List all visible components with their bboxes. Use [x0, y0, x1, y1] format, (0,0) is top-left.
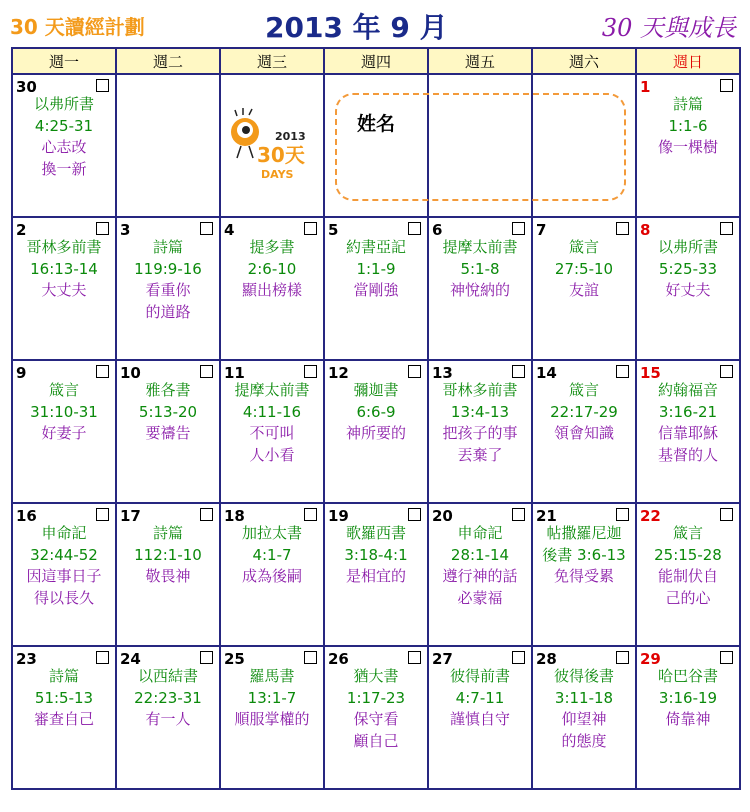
day-number: 4: [224, 221, 235, 239]
reading-reference: 5:1-8: [460, 259, 500, 278]
reading-reference: 4:1-7: [252, 545, 292, 564]
reading-theme: 倚靠神: [665, 710, 711, 728]
reading-entry: [221, 380, 323, 466]
day-cell: [12, 217, 116, 360]
reading-book: 哈巴谷書: [657, 667, 718, 685]
reading-entry: [117, 237, 219, 323]
day-cell: [220, 360, 324, 503]
week-row: [12, 503, 740, 646]
reading-checkbox[interactable]: [512, 365, 525, 378]
reading-book: 箴言: [672, 524, 703, 542]
reading-book: 彼得前書: [449, 667, 510, 685]
day-number: 10: [120, 364, 141, 382]
day-cell: [324, 217, 428, 360]
weekday-header: 週日: [636, 48, 740, 74]
reading-theme: 好丈夫: [665, 281, 711, 299]
reading-book: 約書亞記: [345, 238, 406, 256]
reading-entry: [429, 237, 531, 302]
day-cell: [324, 503, 428, 646]
reading-book: 箴言: [568, 238, 599, 256]
reading-reference: 4:25-31: [34, 116, 94, 135]
reading-entry: [221, 666, 323, 731]
reading-checkbox[interactable]: [408, 365, 421, 378]
reading-entry: [13, 94, 115, 180]
reading-theme-continued: 必蒙福: [457, 588, 503, 607]
day-number: 16: [16, 507, 37, 525]
reading-checkbox[interactable]: [96, 365, 109, 378]
reading-theme: 當剛強: [353, 281, 399, 299]
day-cell: [324, 646, 428, 789]
reading-theme: 敬畏神: [145, 567, 191, 585]
reading-checkbox[interactable]: [96, 651, 109, 664]
reading-theme: 謹慎自守: [449, 710, 510, 728]
reading-book: 提多書: [249, 238, 295, 256]
reading-entry: [13, 237, 115, 302]
day-cell: [116, 646, 220, 789]
reading-entry: [637, 666, 739, 731]
reading-checkbox[interactable]: [720, 222, 733, 235]
weekday-header-row: [12, 48, 740, 74]
reading-checkbox[interactable]: [96, 508, 109, 521]
reading-theme-continued: 基督的人: [657, 445, 718, 464]
reading-reference: 2:6-10: [247, 259, 297, 278]
weekday-header: 週三: [220, 48, 324, 74]
reading-checkbox[interactable]: [200, 365, 213, 378]
reading-reference: 22:17-29: [550, 402, 618, 421]
reading-theme: 領會知識: [553, 424, 614, 442]
reading-theme: 心志改: [41, 138, 87, 156]
reading-checkbox[interactable]: [408, 651, 421, 664]
reading-book: 箴言: [48, 381, 79, 399]
reading-reference: 112:1-10: [134, 545, 202, 564]
reading-reference: 27:5-10: [554, 259, 614, 278]
weekday-header: 週四: [324, 48, 428, 74]
day-number: 14: [536, 364, 557, 382]
reading-reference: 3:11-18: [554, 688, 614, 707]
30-days-logo: [227, 106, 317, 186]
reading-reference: 5:25-33: [658, 259, 718, 278]
reading-theme-continued: 的態度: [561, 731, 607, 750]
day-cell: [116, 503, 220, 646]
reading-reference: 3:16-19: [658, 688, 718, 707]
reading-theme: 把孩子的事: [442, 424, 518, 442]
day-cell: [636, 646, 740, 789]
week-row: [12, 217, 740, 360]
reading-book: 申命記: [41, 524, 87, 542]
day-cell: [428, 646, 532, 789]
day-cell: [428, 217, 532, 360]
reading-entry: [533, 523, 635, 588]
reading-reference: 1:17-23: [346, 688, 406, 707]
reading-entry: [117, 380, 219, 445]
name-box[interactable]: [335, 93, 626, 201]
reading-theme: 不可叫: [249, 424, 295, 442]
day-number: 15: [640, 364, 661, 382]
reading-checkbox[interactable]: [96, 79, 109, 92]
reading-theme: 信靠耶穌: [657, 424, 718, 442]
reading-reference: 4:11-16: [242, 402, 302, 421]
reading-theme-continued: 得以長久: [33, 588, 94, 607]
reading-theme: 神所要的: [345, 424, 406, 442]
reading-entry: [325, 380, 427, 445]
logo-days: DAYS: [261, 168, 294, 181]
reading-theme: 仰望神: [561, 710, 607, 728]
day-cell: [636, 74, 740, 217]
day-number: 23: [16, 650, 37, 668]
reading-reference: 5:13-20: [138, 402, 198, 421]
reading-entry: [533, 237, 635, 302]
day-number: 25: [224, 650, 245, 668]
day-number: 12: [328, 364, 349, 382]
reading-checkbox[interactable]: [304, 651, 317, 664]
reading-theme: 好妻子: [41, 424, 87, 442]
reading-theme-continued: 換一新: [41, 159, 87, 178]
day-number: 24: [120, 650, 141, 668]
reading-entry: [429, 666, 531, 731]
reading-book: 提摩太前書: [442, 238, 518, 256]
day-cell: [532, 503, 636, 646]
reading-checkbox[interactable]: [200, 651, 213, 664]
day-cell: [636, 360, 740, 503]
day-number: 29: [640, 650, 661, 668]
reading-entry: [325, 666, 427, 752]
reading-entry: [13, 666, 115, 731]
reading-reference: 4:7-11: [455, 688, 505, 707]
reading-book: 加拉太書: [241, 524, 302, 542]
reading-theme: 有一人: [145, 710, 191, 728]
day-number: 26: [328, 650, 349, 668]
reading-entry: [117, 666, 219, 731]
name-label: 姓名: [357, 113, 396, 135]
reading-book: 箴言: [568, 381, 599, 399]
reading-checkbox[interactable]: [512, 651, 525, 664]
reading-book: 帖撒羅尼迦: [546, 524, 622, 542]
reading-checkbox[interactable]: [408, 222, 421, 235]
reading-reference: 3:16-21: [658, 402, 718, 421]
day-number: 22: [640, 507, 661, 525]
reading-theme: 像一棵樹: [657, 138, 718, 156]
reading-entry: [637, 523, 739, 609]
reading-entry: [117, 523, 219, 588]
reading-checkbox[interactable]: [720, 365, 733, 378]
reading-theme: 能制伏自: [657, 567, 718, 585]
reading-reference: 119:9-16: [134, 259, 202, 278]
reading-entry: [637, 380, 739, 466]
reading-book: 羅馬書: [249, 667, 295, 685]
reading-reference: 3:18-4:1: [344, 545, 408, 564]
week-row: [12, 646, 740, 789]
day-number: 3: [120, 221, 131, 239]
reading-book: 以弗所書: [33, 95, 94, 113]
logo-30-days: 30天: [257, 143, 305, 167]
reading-checkbox[interactable]: [304, 365, 317, 378]
reading-reference: 13:4-13: [450, 402, 510, 421]
day-number: 5: [328, 221, 339, 239]
weekday-header: 週一: [12, 48, 116, 74]
reading-book: 約翰福音: [657, 381, 718, 399]
reading-entry: [533, 380, 635, 445]
growth-title: 30 天與成長: [601, 14, 736, 42]
reading-reference: 1:1-6: [668, 116, 708, 135]
day-number: 28: [536, 650, 557, 668]
day-cell: [532, 646, 636, 789]
reading-theme: 是相宜的: [345, 567, 406, 585]
day-cell: [428, 503, 532, 646]
reading-book: 雅各書: [145, 381, 191, 399]
reading-theme: 看重你: [145, 281, 191, 299]
day-cell: [428, 360, 532, 503]
reading-theme: 友誼: [568, 281, 599, 299]
reading-book: 提摩太前書: [234, 381, 310, 399]
day-number: 18: [224, 507, 245, 525]
day-number: 11: [224, 364, 245, 382]
day-number: 13: [432, 364, 453, 382]
reading-checkbox[interactable]: [512, 222, 525, 235]
reading-reference: 31:10-31: [30, 402, 98, 421]
day-cell: [636, 217, 740, 360]
reading-theme-continued: 人小看: [249, 445, 295, 464]
reading-book: 申命記: [457, 524, 503, 542]
reading-theme: 大丈夫: [41, 281, 87, 299]
reading-checkbox[interactable]: [720, 508, 733, 521]
reading-checkbox[interactable]: [304, 222, 317, 235]
reading-theme: 免得受累: [553, 567, 614, 585]
page-header: [0, 0, 750, 48]
reading-checkbox[interactable]: [616, 222, 629, 235]
reading-reference: 6:6-9: [356, 402, 396, 421]
reading-entry: [429, 523, 531, 609]
reading-checkbox[interactable]: [200, 222, 213, 235]
day-number: 7: [536, 221, 547, 239]
reading-checkbox[interactable]: [96, 222, 109, 235]
reading-entry: [325, 237, 427, 302]
reading-theme: 顯出榜樣: [241, 281, 302, 299]
day-cell: [12, 74, 116, 217]
reading-book: 彌迦書: [353, 381, 399, 399]
day-cell: [220, 646, 324, 789]
reading-theme: 遵行神的話: [442, 567, 518, 585]
reading-reference: 1:1-9: [356, 259, 396, 278]
reading-theme-continued: 丟棄了: [457, 445, 503, 464]
reading-theme-continued: 顧自己: [353, 731, 399, 750]
reading-entry: [429, 380, 531, 466]
reading-reference: 16:13-14: [30, 259, 98, 278]
reading-book: 詩篇: [672, 95, 703, 113]
logo-year: 2013: [275, 130, 306, 143]
day-cell: [532, 217, 636, 360]
day-cell: [220, 503, 324, 646]
month-title: 2013 年 9 月: [265, 11, 448, 44]
reading-entry: [13, 523, 115, 609]
reading-entry: [325, 523, 427, 588]
day-number: 9: [16, 364, 27, 382]
reading-theme: 順服掌權的: [234, 710, 310, 728]
reading-book: 以弗所書: [657, 238, 718, 256]
reading-theme: 因這事日子: [26, 567, 102, 585]
reading-reference: 32:44-52: [30, 545, 98, 564]
reading-entry: [637, 237, 739, 302]
day-number: 8: [640, 221, 651, 239]
reading-theme: 保守看: [353, 710, 399, 728]
reading-checkbox[interactable]: [200, 508, 213, 521]
reading-checkbox[interactable]: [512, 508, 525, 521]
day-cell: [116, 217, 220, 360]
reading-checkbox[interactable]: [304, 508, 317, 521]
reading-entry: [221, 523, 323, 588]
reading-theme: 神悅納的: [449, 281, 510, 299]
reading-theme: 成為後嗣: [241, 567, 302, 585]
reading-book: 猶大書: [353, 667, 399, 685]
reading-reference: 後書 3:6-13: [542, 545, 626, 564]
reading-theme: 要禱告: [145, 424, 191, 442]
day-cell: [12, 503, 116, 646]
reading-book: 詩篇: [152, 238, 183, 256]
day-cell: [116, 74, 220, 217]
reading-reference: 13:1-7: [247, 688, 297, 707]
week-row: [12, 360, 740, 503]
reading-checkbox[interactable]: [616, 365, 629, 378]
reading-theme-continued: 的道路: [145, 302, 191, 321]
day-number: 6: [432, 221, 443, 239]
reading-book: 彼得後書: [553, 667, 614, 685]
day-cell: [532, 360, 636, 503]
day-cell: [324, 360, 428, 503]
day-number: 20: [432, 507, 453, 525]
reading-book: 詩篇: [152, 524, 183, 542]
day-number: 21: [536, 507, 557, 525]
reading-book: 哥林多前書: [26, 238, 102, 256]
reading-entry: [221, 237, 323, 302]
day-number: 30: [16, 78, 37, 96]
reading-entry: [533, 666, 635, 752]
plan-title: 30 天讀經計劃: [10, 15, 145, 39]
day-cell: [636, 503, 740, 646]
reading-reference: 28:1-14: [450, 545, 510, 564]
day-cell: [12, 646, 116, 789]
reading-theme: 審查自己: [33, 710, 94, 728]
reading-reference: 22:23-31: [134, 688, 202, 707]
reading-checkbox[interactable]: [720, 651, 733, 664]
reading-checkbox[interactable]: [616, 508, 629, 521]
reading-book: 以西結書: [137, 667, 198, 685]
reading-entry: [637, 94, 739, 159]
day-number: 2: [16, 221, 27, 239]
reading-theme-continued: 己的心: [665, 588, 711, 607]
day-number: 17: [120, 507, 141, 525]
reading-checkbox[interactable]: [408, 508, 421, 521]
reading-checkbox[interactable]: [720, 79, 733, 92]
day-cell: [220, 217, 324, 360]
weekday-header: 週六: [532, 48, 636, 74]
weekday-header: 週二: [116, 48, 220, 74]
reading-book: 哥林多前書: [442, 381, 518, 399]
day-cell: [12, 360, 116, 503]
reading-reference: 51:5-13: [34, 688, 94, 707]
reading-checkbox[interactable]: [616, 651, 629, 664]
eye-mascot-icon: [231, 108, 259, 158]
day-number: 1: [640, 78, 651, 96]
reading-entry: [13, 380, 115, 445]
weekday-header: 週五: [428, 48, 532, 74]
day-number: 27: [432, 650, 453, 668]
reading-reference: 25:15-28: [654, 545, 722, 564]
reading-book: 歌羅西書: [345, 524, 406, 542]
day-number: 19: [328, 507, 349, 525]
reading-book: 詩篇: [48, 667, 79, 685]
day-cell: [116, 360, 220, 503]
